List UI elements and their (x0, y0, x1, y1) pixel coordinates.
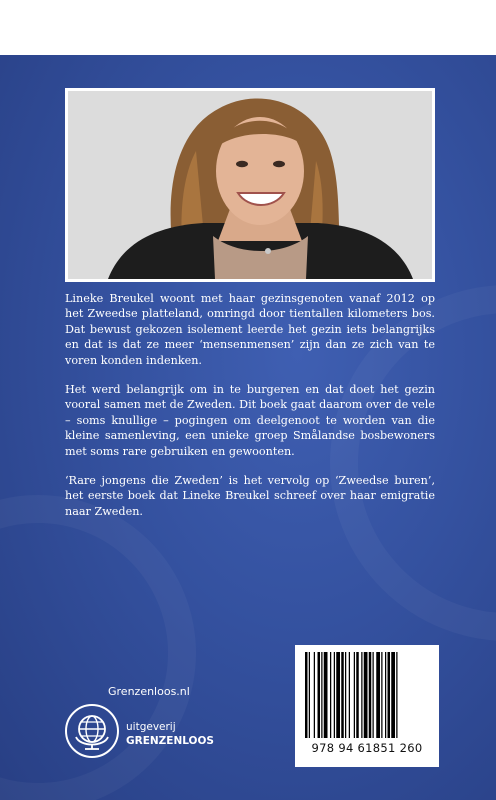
barcode-bar (336, 652, 340, 738)
author-portrait (68, 91, 432, 279)
barcode-bar (361, 652, 362, 738)
barcode-bar (381, 652, 382, 738)
author-photo (65, 88, 435, 282)
isbn-number: 978 94 61851 260 (311, 741, 423, 755)
portrait-illustration (68, 91, 432, 279)
barcode-bars (303, 652, 431, 738)
barcode-bar (305, 652, 308, 738)
barcode-bar (330, 652, 331, 738)
barcode-bar (396, 652, 397, 738)
publisher-website: Grenzenloos.nl (108, 685, 190, 698)
publisher-line-1: uitgeverij (126, 721, 176, 733)
barcode-bar (309, 652, 310, 738)
barcode-bar (314, 652, 315, 738)
barcode-bar (376, 652, 380, 738)
description-paragraph-1: Lineke Breukel woont met haar gezinsgenoten vanaf 2012 op het Zweedse platteland, omringd door tientallen kilometers bos. Dat bewust gekozen isolement leerde het gezin iets belangrijks en dat is dat ze meer ‘mensenmensen’ zijn dan ze zich van te voren konden indenken. (65, 292, 435, 367)
publisher-name (126, 720, 214, 748)
barcode-bar (345, 652, 346, 738)
barcode-bar (334, 652, 335, 738)
barcode-bar (388, 652, 391, 738)
description-paragraph-3: ‘Rare jongens die Zweden’ is het vervolg op ‘Zweedse buren’, het eerste boek dat Lineke Breukel schreef over haar emigratie naar Zweden. (65, 474, 435, 518)
barcode-bar (324, 652, 328, 738)
publisher-line-2: GRENZENLOOS (126, 735, 214, 747)
barcode-bar (369, 652, 372, 738)
barcode-bar (364, 652, 368, 738)
book-description (65, 291, 435, 533)
barcode-bar (341, 652, 344, 738)
barcode-bar (356, 652, 359, 738)
barcode-bar (349, 652, 350, 738)
top-margin (0, 0, 496, 55)
barcode-bar (354, 652, 355, 738)
isbn-barcode (295, 645, 439, 767)
description-paragraph-2: Het werd belangrijk om in te burgeren en dat doet het gezin vooral samen met de Zweden. Dit boek gaat daarom over de vele – soms knullige – pogingen om deelgenoot te worden van die kleine samenleving, een unieke groep Smålandse bosbewoners met soms rare gebruiken en gewoonten. (65, 383, 435, 458)
back-cover (0, 55, 496, 800)
barcode-bar (391, 652, 395, 738)
barcode-bar (373, 652, 374, 738)
globe-icon (64, 703, 120, 759)
barcode-bar (385, 652, 386, 738)
barcode-bar (321, 652, 322, 738)
barcode-bar (318, 652, 321, 738)
